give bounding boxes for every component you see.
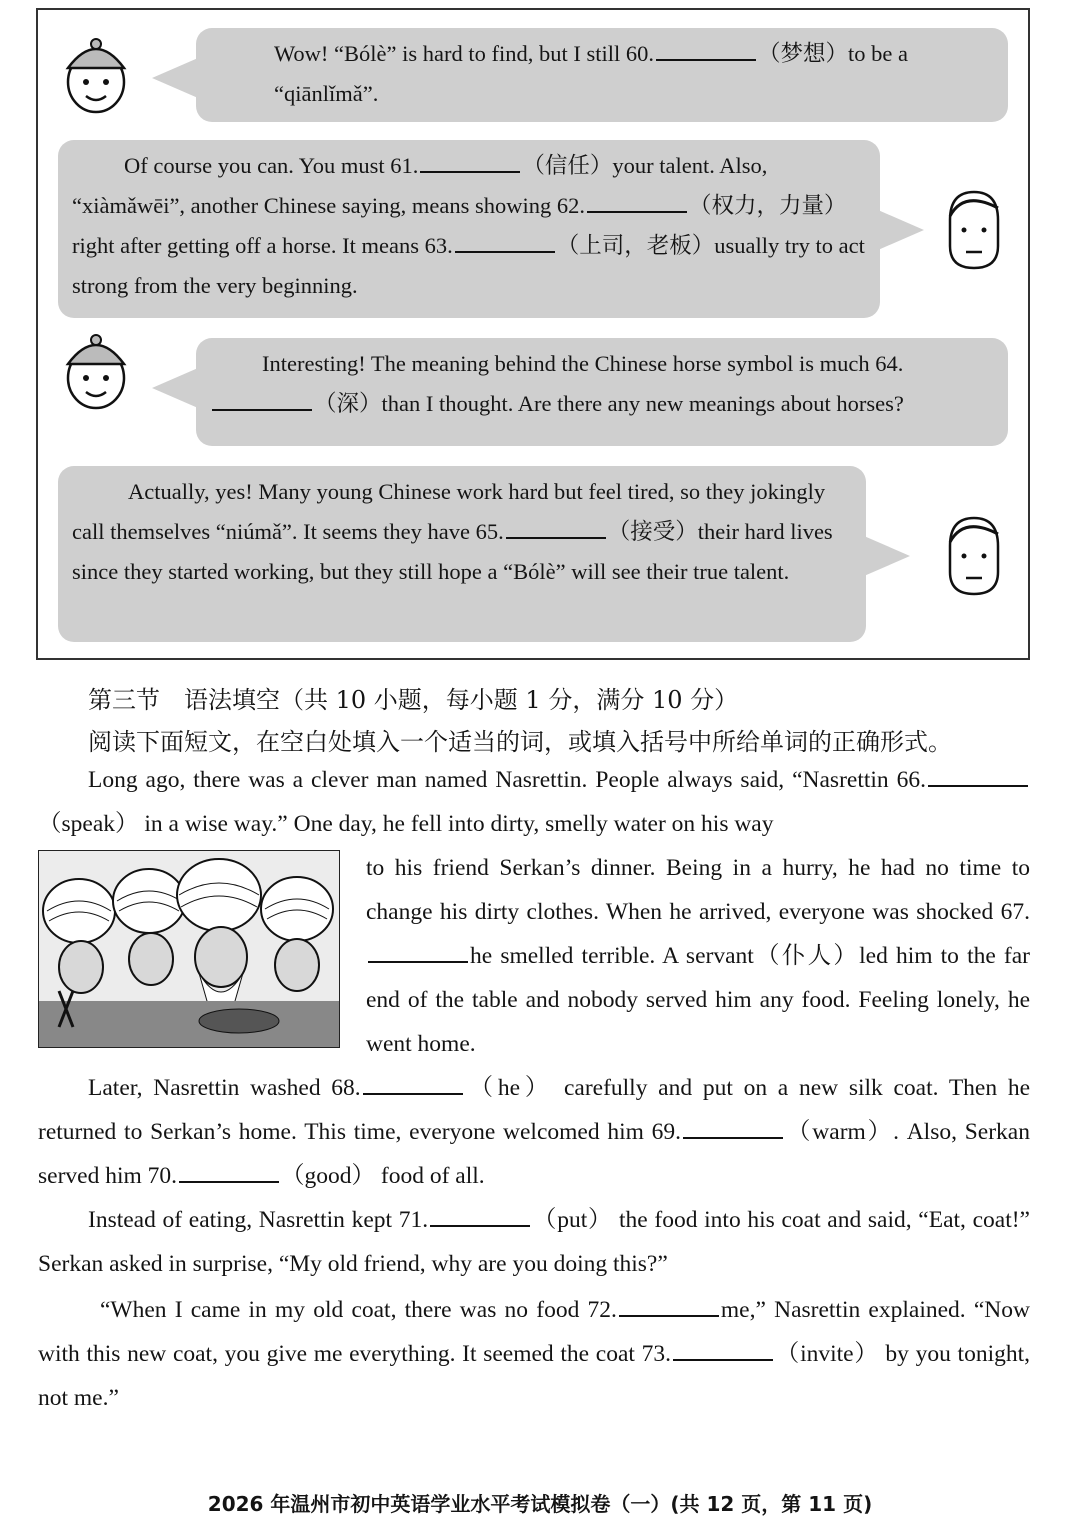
man-avatar-icon — [944, 186, 1004, 272]
speech-bubble-64: Interesting! The meaning behind the Chinese horse symbol is much 64.（深）than I thought. Are there any new meanings about horses? — [196, 338, 1008, 446]
answer-blank-71[interactable] — [430, 1225, 530, 1227]
answer-blank-60[interactable] — [656, 59, 756, 61]
section-title: 第三节 语法填空（共 10 小题，每小题 1 分，满分 10 分） — [88, 686, 739, 714]
passage-paragraph-3: Instead of eating, Nasrettin kept 71. （put） the food into his coat and said, “Eat, coat!” Serkan asked in surprise, “My old friend, why are you doing this?” — [38, 1207, 1030, 1277]
answer-blank-65[interactable] — [506, 537, 606, 539]
answer-blank-72[interactable] — [619, 1315, 719, 1317]
speech-bubble-61-63: Of course you can. You must 61. （信任）your talent. Also, “xiàmǎwēi”, another Chinese saying, means showing 62. （权力，力量）right after getting off a horse. It means 63. （上司，老板）usually try to act strong from the very beginning. — [58, 140, 880, 318]
dinner-illustration — [38, 850, 340, 1048]
speech-bubble-65: Actually, yes! Many young Chinese work hard but feel tired, so they jokingly call themselves “niúmǎ”. It seems they have 65. （接受）their hard lives since they started working, but they still hope a “Bólè” will see their true talent. — [58, 466, 866, 642]
answer-blank-69[interactable] — [683, 1137, 783, 1139]
passage-paragraph-1-top: Long ago, there was a clever man named Nasrettin. People always said, “Nasrettin 66.（speak） in a wise way.” One day, he fell into dirty, smelly water on his way — [38, 758, 1030, 846]
answer-blank-68[interactable] — [363, 1093, 463, 1095]
passage-paragraph-2: Later, Nasrettin washed 68. （he） carefully and put on a new silk coat. Then he returned to Serkan’s home. This time, everyone welcomed him 69. （warm）. Also, Serkan served him 70. （good） food of all. — [38, 1075, 1031, 1189]
answer-blank-73[interactable] — [673, 1359, 773, 1361]
answer-blank-62[interactable] — [587, 211, 687, 213]
passage-paragraph-4: “When I came in my old coat, there was no food 72. me,” Nasrettin explained. “Now with this new coat, you give me everything. It seemed the coat 73. （invite） by you tonight, not me.” — [38, 1297, 1030, 1411]
man-avatar-icon — [944, 512, 1004, 598]
section-instruction: 阅读下面短文，在空白处填入一个适当的词，或填入括号中所给单词的正确形式。 — [88, 728, 952, 756]
boy-avatar-icon — [60, 30, 132, 120]
page-footer: 2026 年温州市初中英语学业水平考试模拟卷（一）(共 12 页，第 11 页) — [207, 1492, 873, 1516]
speech-bubble-60: Wow! “Bólè” is hard to find, but I still 60. （梦想）to be a “qiānlǐmǎ”. — [196, 28, 1008, 122]
answer-blank-67[interactable] — [368, 961, 468, 963]
answer-blank-66[interactable] — [928, 785, 1028, 787]
answer-blank-64[interactable] — [212, 409, 312, 411]
passage-paragraph-1-wrap: to his friend Serkan’s dinner. Being in a hurry, he had no time to change his dirty clothes. When he arrived, everyone was shocked 67.he smelled terrible. A servant（仆人）led him to the far end of the table and nobody served him any food. Feeling lonely, he went home. — [366, 855, 1030, 1057]
boy-avatar-icon — [60, 326, 132, 416]
answer-blank-70[interactable] — [179, 1181, 279, 1183]
answer-blank-61[interactable] — [420, 171, 520, 173]
answer-blank-63[interactable] — [455, 251, 555, 253]
